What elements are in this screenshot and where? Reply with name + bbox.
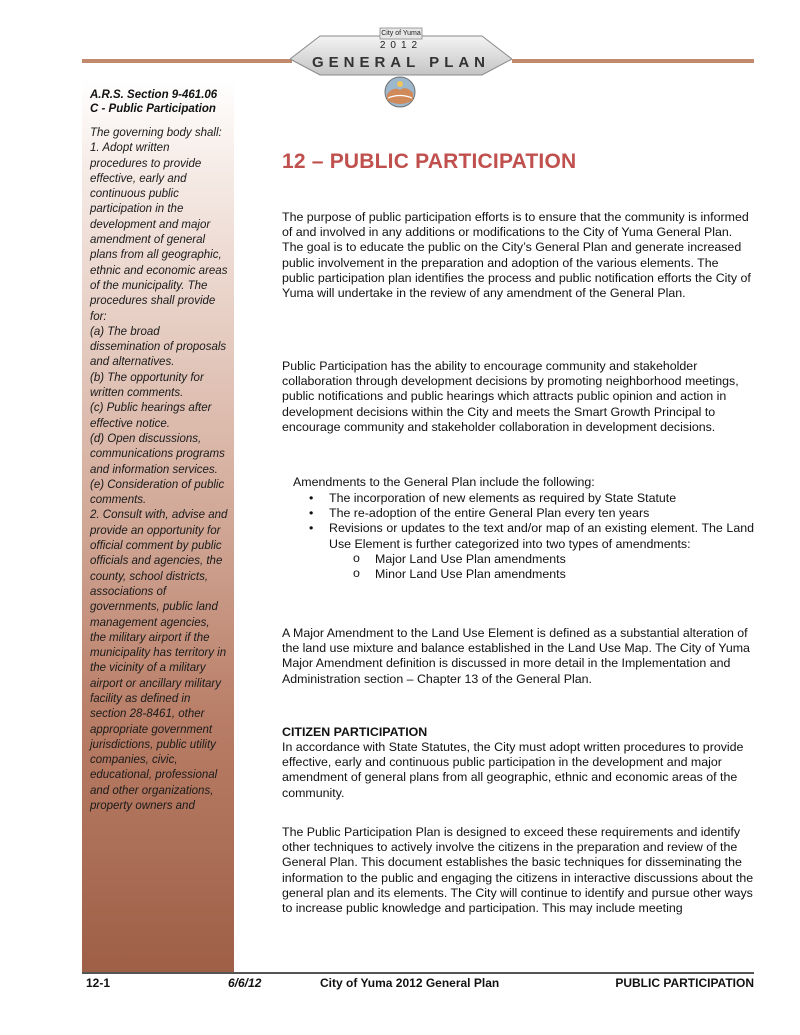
sub-amendments-list xyxy=(329,552,754,582)
bullet-icon: • xyxy=(309,491,314,505)
header-rule-left xyxy=(82,59,292,63)
yuma-seal-icon xyxy=(384,76,416,108)
chapter-title: 12 – PUBLIC PARTICIPATION xyxy=(282,150,577,173)
sub-list-item xyxy=(329,567,754,582)
list-item-text: Revisions or updates to the text and/or map of an existing element. The Land Use Element is further categorized into two types of amendments: xyxy=(329,521,754,551)
intro-paragraph: The purpose of public participation efforts is to ensure that the community is informed of and involved in any additions or modifications to the City of Yuma General Plan. The goal is to educate the public on the City’s General Plan and generate increased public involvement in the preparation and adoption of the various elements. The public participation plan identifies the process and public notification efforts the City of Yuma will undertake in the review of any amendment of the General Plan. xyxy=(282,210,751,301)
statute-sidebar xyxy=(82,80,234,972)
list-item-text: The re-adoption of the entire General Plan every ten years xyxy=(329,506,650,521)
footer-document-title: City of Yuma 2012 General Plan xyxy=(320,976,500,990)
sidebar-heading: A.R.S. Section 9-461.06 C - Public Participation xyxy=(90,89,218,115)
participation-plan-paragraph: The Public Participation Plan is designed to exceed these requirements and identify other techniques to actively involve the citizens in the preparation and review of the General Plan. This document establishes the basic techniques for disseminating the information to the public and engaging the citizens in interactive discussions about the general plan and its elements. The City will continue to identify and pursue other ways to increase public knowledge and participation. This may include meeting xyxy=(282,825,754,916)
major-amendment-paragraph: A Major Amendment to the Land Use Element is defined as a substantial alteration of the land use mixture and balance established in the Land Use Map. The City of Yuma Major Amendment definition is discussed in more detail in the Implementation and Administration section – Chapter 13 of the General Plan. xyxy=(282,626,750,686)
amendments-intro: Amendments to the General Plan include the following: xyxy=(293,475,595,489)
amendments-list xyxy=(306,491,754,582)
circle-bullet-icon: o xyxy=(353,550,360,565)
bullet-icon: • xyxy=(309,521,314,536)
list-item-text: The incorporation of new elements as required by State Statute xyxy=(329,491,677,505)
header-city: City of Yuma xyxy=(381,30,421,37)
sub-list-item xyxy=(329,552,754,567)
footer-rule xyxy=(82,972,754,974)
header-year: 2012 xyxy=(379,40,423,51)
footer-page-number: 12-1 xyxy=(86,976,111,990)
header-rule-right xyxy=(512,59,754,63)
public-participation-paragraph: Public Participation has the ability to encourage community and stakeholder collaboration through development decisions by promoting neighborhood meetings, public notifications and public hearings which attracts public opinion and action in development decisions within the City and meets the Smart Growth Principal to encourage community and stakeholder collaboration in development decisions. xyxy=(282,359,739,434)
sidebar-body: The governing body shall: 1. Adopt written procedures to provide effective, early and continuous public participation in the development and major amendment of general plans from all geographic, ethnic and economic areas of the municipality. The procedures shall provide for: (a) The broad dissemination of proposals and alternatives. (b) The opportunity for written comments. (c) Public hearings after effective notice. (d) Open discussions, communications programs and information services. (e) Consideration of public comments. 2. Consult with, advise and provide an opportunity for official comment by public officials and agencies, the county, school districts, associations of governments, public land management agencies, the military airport if the municipality has territory in the vicinity of a military airport or ancillary military facility as defined in section 28-8461, other appropriate government jurisdictions, public utility companies, civic, educational, professional and other organizations, property owners and xyxy=(90,127,228,813)
sub-list-item-text: Minor Land Use Plan amendments xyxy=(375,567,566,582)
header-title: GENERAL PLAN xyxy=(311,54,491,71)
footer-date: 6/6/12 xyxy=(228,976,262,990)
header-plaque xyxy=(290,26,512,76)
list-item xyxy=(306,521,754,582)
circle-bullet-icon: o xyxy=(353,566,360,581)
citizen-participation-paragraph: In accordance with State Statutes, the City must adopt written procedures to provide effective, early and continuous public participation in the development and major amendment of general plans from all geographic, ethnic and economic areas of the community. xyxy=(282,740,744,800)
footer-section: PUBLIC PARTICIPATION xyxy=(615,976,754,990)
list-item xyxy=(306,506,754,521)
list-item xyxy=(306,491,754,506)
citizen-participation-heading: CITIZEN PARTICIPATION xyxy=(282,725,428,739)
sub-list-item-text: Major Land Use Plan amendments xyxy=(375,551,566,566)
bullet-icon: • xyxy=(309,506,314,521)
